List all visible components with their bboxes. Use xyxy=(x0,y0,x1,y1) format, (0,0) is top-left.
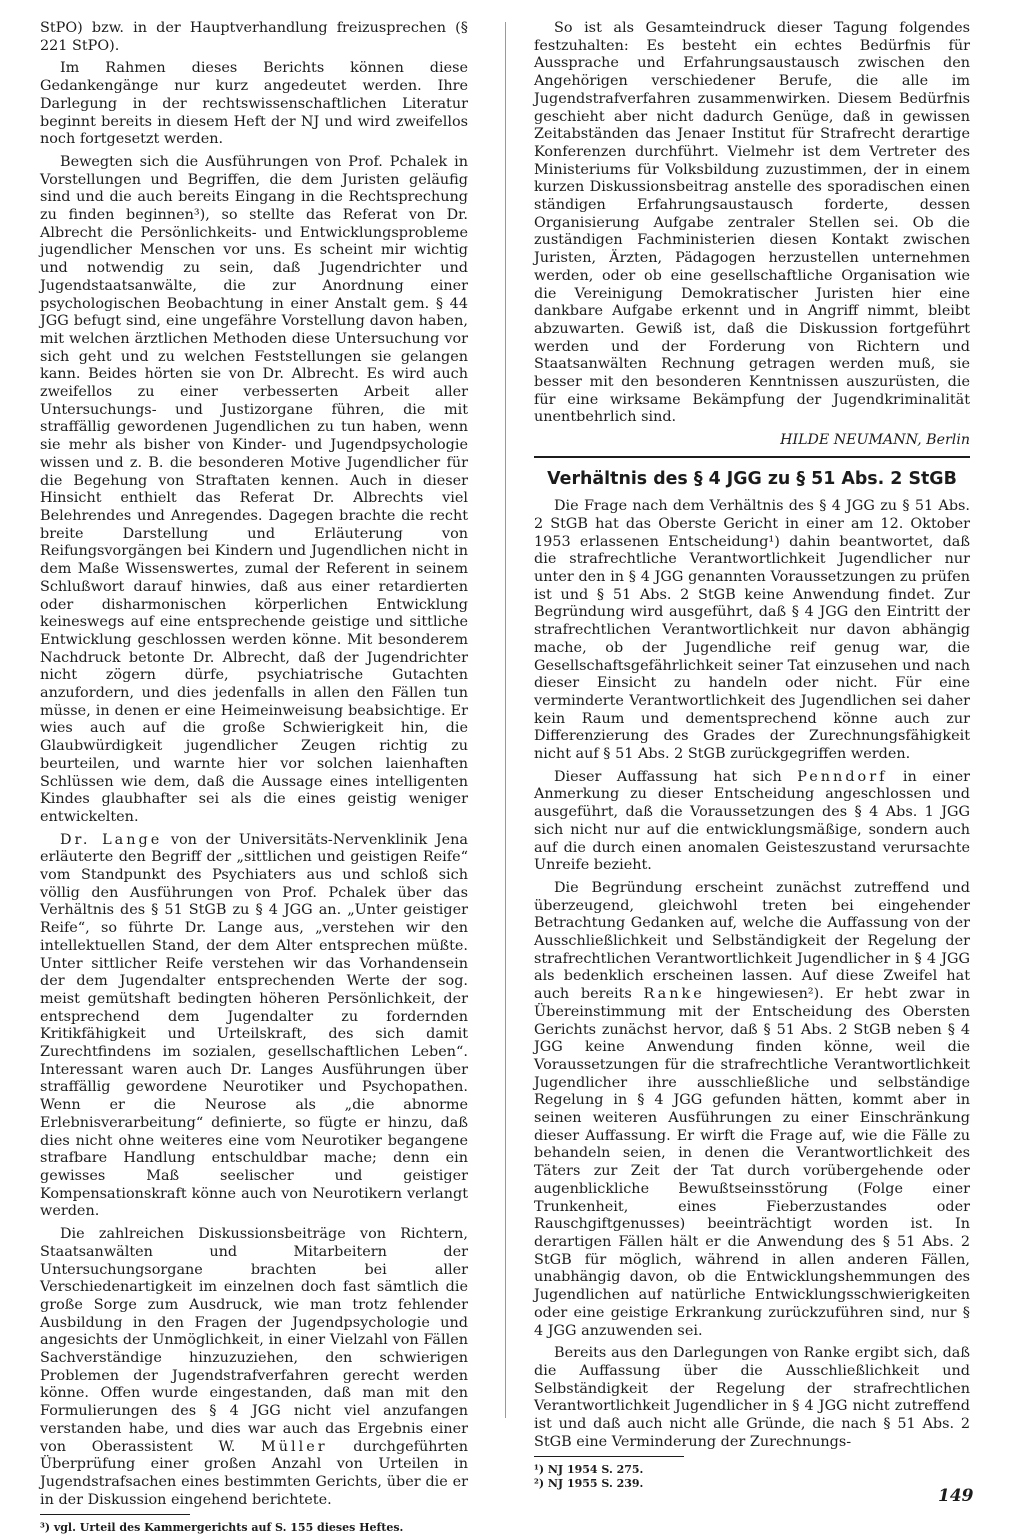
right-paragraph-3-text-b: in einer Anmerkung zu dieser Entscheidung angeschlossen und ausgeführt, daß die Voraussetzungen des § 4 Abs. 1 JGG sich nicht nur auf die entwicklungsmäßige, sondern auch auf die durch einen anomalen Geisteszustand verursachte Unreife bezieht. xyxy=(534,768,970,874)
right-paragraph-4-text-a: Die Begründung erscheint zunächst zutreffend und überzeugend, gleichwohl treten bei eingehender Betrachtung Gedanken auf, welche die Auffassung von der Ausschließlichkeit und Selbständigkeit der Regelung der strafrechtlichen Verantwortlichkeit Jugendlicher in § 4 JGG als bedenklich erscheinen lassen. Auf diese Zweifel hat auch bereits xyxy=(534,879,970,1003)
footnote-1: ¹) NJ 1954 S. 275. xyxy=(534,1463,644,1477)
spaced-name-ranke: Ranke xyxy=(643,986,705,1003)
section-heading: Verhältnis des § 4 JGG zu § 51 Abs. 2 StGB xyxy=(534,456,970,490)
right-paragraph-5: Bereits aus den Darlegungen von Ranke ergibt sich, daß die Auffassung über die Ausschließlichkeit und Selbständigkeit der Regelung der strafrechtlichen Verantwortlichkeit Jugendlicher in § 4 JGG nicht zutreffend ist und daß auch nicht alle Gründe, die nach § 51 Abs. 2 StGB eine Verminderung der Zurechnungs- xyxy=(534,1345,970,1450)
left-paragraph-3: Bewegten sich die Ausführungen von Prof. Pchalek in Vorstellungen und Begriffen, die dem Juristen geläufig sind und die auch bereits Eingang in die Rechtsprechung zu finden beginnen³), so stellte das Referat von Dr. Albrecht die Persönlichkeits- und Entwicklungsprobleme jugendlicher Menschen vor uns. Es scheint mir wichtig und notwendig zu sein, daß Jugendrichter und Jugendstaatsanwälte, die zur Anordnung einer psychologischen Beobachtung in einer Anstalt gem. § 44 JGG befugt sind, eine ungefähre Vorstellung davon haben, mit welchen ärztlichen Methoden diese Untersuchung vor sich geht und zu welchen Feststellungen sie gelangen kann. Beides hörten sie von Dr. Albrecht. Es wird auch zweifellos zu einer verbesserten Arbeit aller Untersuchungs- und Justizorgane führen, die mit straffällig gewordenen Jugendlichen zu tun haben, wenn sie mehr als bisher von Kinder- und Jugendpsychologie wissen und z. B. die besonderen Motive Jugendlicher für die Begehung von Straftaten kennen. Auch in dieser Hinsicht enthielt das Referat Dr. Albrechts viel Belehrendes und Anregendes. Dagegen brachte die recht breite Darstellung und Erläuterung von Reifungsvorgängen bei Kindern und Jugendlichen nicht in dem Maße Wissenswertes, zumal der Referent in seinem Schlußwort darauf hinwies, daß aus einer retardierten oder disharmonischen körperlichen Entwicklung keineswegs auf eine entsprechende geistige und sittliche Entwicklung geschlossen werden könne. Mit besonderem Nachdruck betonte Dr. Albrecht, daß der Jugendrichter nicht zögern dürfe, psychiatrische Gutachten anzufordern, und dies jedenfalls in allen den Fällen tun müsse, in denen er eine Heimeinweisung beabsichtige. Er wies auch auf die große Schwierigkeit hin, die Glaubwürdigkeit jugendlicher Zeugen richtig zu beurteilen, und warnte hier vor solchen laienhaften Schlüssen wie dem, daß die Aussage eines intelligenten Kindes glaubhafter sei als die eines geistig weniger entwickelten. xyxy=(40,153,468,825)
right-paragraph-2: Die Frage nach dem Verhältnis des § 4 JGG zu § 51 Abs. 2 StGB hat das Oberste Gericht in einer am 12. Oktober 1953 erlassenen Entscheidung¹) dahin beantwortet, daß die strafrechtliche Verantwortlichkeit Jugendlicher nur unter den in § 4 JGG genannten Voraussetzungen zu prüfen ist und § 51 Abs. 2 StGB keine Anwendung findet. Zur Begründung wird ausgeführt, daß § 4 JGG den Eintritt der strafrechtlichen Verantwortlichkeit nur davon abhängig mache, ob der Jugendliche reif genug war, die Gesellschaftsgefährlichkeit seiner Tat einzusehen und nach dieser Einsicht zu handeln oder nicht. Für eine verminderte Verantwortlichkeit des Jugendlichen sei daher kein Raum und dementsprechend könne auch zur Differenzierung des Grades der Zurechnungsfähigkeit nicht auf § 51 Abs. 2 StGB zurückgegriffen werden. xyxy=(534,498,970,763)
left-paragraph-5-text-a: Die zahlreichen Diskussionsbeiträge von Richtern, Staatsanwälten und Mitarbeitern der Untersuchungsorgane brachten bei aller Verschiedenartigkeit im einzelnen doch fast sämtlich die große Sorge zum Ausdruck, wie man trotz fehlender Ausbildung in den Fragen der Jugendpsychologie und angesichts der Unmöglichkeit, in einer Vielzahl von Fällen Sachverständige hinzuzuziehen, den schwierigen Problemen der Jugendstrafverfahren gerecht werden könne. Offen wurde eingestanden, daß man mit den Formulierungen des § 4 JGG nicht viel anzufangen verstanden habe, und dies war auch das Ergebnis einer von Oberassistent W. xyxy=(40,1226,468,1455)
column-divider xyxy=(505,22,506,1418)
spaced-name-lange: Dr. Lange xyxy=(60,831,163,848)
spaced-name-mueller: Müller xyxy=(260,1438,328,1455)
left-paragraph-5-text-b: durchgeführten Überprüfung einer großen Anzahl von Urteilen in Jugendstrafsachen eines bestimmten Gerichts, über die er in der Diskussion eingehend berichtete. xyxy=(40,1438,468,1508)
footnote-rule xyxy=(40,1514,190,1515)
author-signature: HILDE NEUMANN, Berlin xyxy=(780,432,970,449)
left-paragraph-4 xyxy=(40,832,468,1221)
right-column xyxy=(534,20,970,1491)
footnote-3: ³) vgl. Urteil des Kammergerichts auf S. 155 dieses Heftes. xyxy=(40,1521,404,1535)
spaced-name-penndorf: Penndorf xyxy=(797,768,888,785)
left-paragraph-1: StPO) bzw. in der Hauptverhandlung freizusprechen (§ 221 StPO). xyxy=(40,20,468,54)
left-paragraph-2: Im Rahmen dieses Berichts können diese Gedankengänge nur kurz angedeutet werden. Ihre Darlegung in der rechtswissenschaftlichen Literatur beginnt bereits in diesem Heft der NJ und wird zweifellos noch fortgesetzt werden. xyxy=(40,60,468,148)
right-paragraph-3-text-a: Dieser Auffassung hat sich xyxy=(554,768,798,785)
left-paragraph-5 xyxy=(40,1226,468,1509)
footnote-rule-right xyxy=(534,1456,684,1457)
right-paragraph-4-text-b: hingewiesen²). Er hebt zwar in Übereinstimmung mit der Entscheidung des Obersten Gerichts zunächst hervor, daß § 51 Abs. 2 StGB neben § 4 JGG keine Anwendung finden könne, weil die Voraussetzungen für die strafrechtliche Verantwortlichkeit Jugendlicher ihre ausschließliche und selbständige Regelung in § 4 JGG gefunden hätten, kommt aber in seinen weiteren Ausführungen zu einer Einschränkung dieser Auffassung. Er wirft die Frage auf, wie die Fälle zu behandeln seien, in denen die Verantwortlichkeit des Täters zur Zeit der Tat durch vorübergehende oder augenblickliche Bewußtseinsstörung (Folge einer Trunkenheit, eines Fieberzustandes oder Rauschgiftgenusses) beeinträchtigt worden ist. In derartigen Fällen hält er die Anwendung des § 51 Abs. 2 StGB für möglich, während in allen anderen Fällen, unabhängig davon, ob die Entwicklungshemmungen des Jugendlichen auf natürliche Entwicklungsschwierigkeiten oder eine geistige Erkrankung zurückzuführen sind, nur § 4 JGG anzuwenden sei. xyxy=(534,986,971,1339)
footnote-2: ²) NJ 1955 S. 239. xyxy=(534,1477,644,1491)
left-column xyxy=(40,20,468,1535)
right-paragraph-3 xyxy=(534,769,970,875)
left-paragraph-4-text: von der Universitäts-Nervenklinik Jena erläuterte den Begriff der „sittlichen und geistigen Reife“ vom Standpunkt des Psychiaters aus und schloß sich völlig den Ausführungen von Prof. Pchalek über das Verhältnis des § 51 StGB zu § 4 JGG an. „Unter geistiger Reife“, so führte Dr. Lange aus, „verstehen wir den intellektuellen Stand, der dem Alter entsprechen müßte. Unter sittlicher Reife verstehen wir das Vorhandensein der dem Jugendalter entsprechenden Werte der sog. meist gemütshaft bedingten höheren Persönlichkeit, der entsprechend dem Jugendalter zu fordernden Kritikfähigkeit und Urteilskraft, des sich damit Zurechtfindens im sozialen, gesellschaftlichen Leben“. Interessant waren auch Dr. Langes Ausführungen über straffällig gewordene Neurotiker und Psychopathen. Wenn er die Neurose als „die abnorme Erlebnisverarbeitung“ definierte, so fügte er hinzu, daß dies nicht ohne weiteres eine vom Neurotiker begangene strafbare Handlung entschuldbar mache; denn ein gewisses Maß seelischer und geistiger Kompensationskraft könne auch von Neurotikern verlangt werden. xyxy=(40,831,469,1220)
right-paragraph-1: So ist als Gesamteindruck dieser Tagung folgendes festzuhalten: Es besteht ein echtes Bedürfnis für Aussprache und Erfahrungsaustausch zwischen den Angehörigen verschiedener Berufe, die alle im Jugendstrafverfahren zusammenwirken. Diesem Bedürfnis geschieht aber nicht dadurch Genüge, daß in gewissen Zeitabständen das Jenaer Institut für Strafrecht derartige Konferenzen durchführt. Vielmehr ist dem Vertreter des Ministeriums für Volksbildung zuzustimmen, der in einem kurzen Diskussionsbeitrag anstelle des sporadischen einen ständigen Erfahrungsaustausch forderte, dessen Organisierung Aufgabe zentraler Stellen sei. Ob die zuständigen Fachministerien diesen Kontakt zwischen Juristen, Ärzten, Pädagogen herzustellen unternehmen werden, oder ob eine gesellschaftliche Organisation wie die Vereinigung Demokratischer Juristen hier eine dankbare Aufgabe erkennt und in Angriff nimmt, bleibt abzuwarten. Gewiß ist, daß die Diskussion fortgeführt werden und der Forderung von Richtern und Staatsanwälten Rechnung getragen werden muß, sie besser mit den besonderen Kenntnissen auszurüsten, die für eine wirksame Bekämpfung der Jugendkriminalität unentbehrlich sind. xyxy=(534,20,970,426)
page-number: 149 xyxy=(938,1486,974,1506)
right-paragraph-4 xyxy=(534,880,970,1340)
